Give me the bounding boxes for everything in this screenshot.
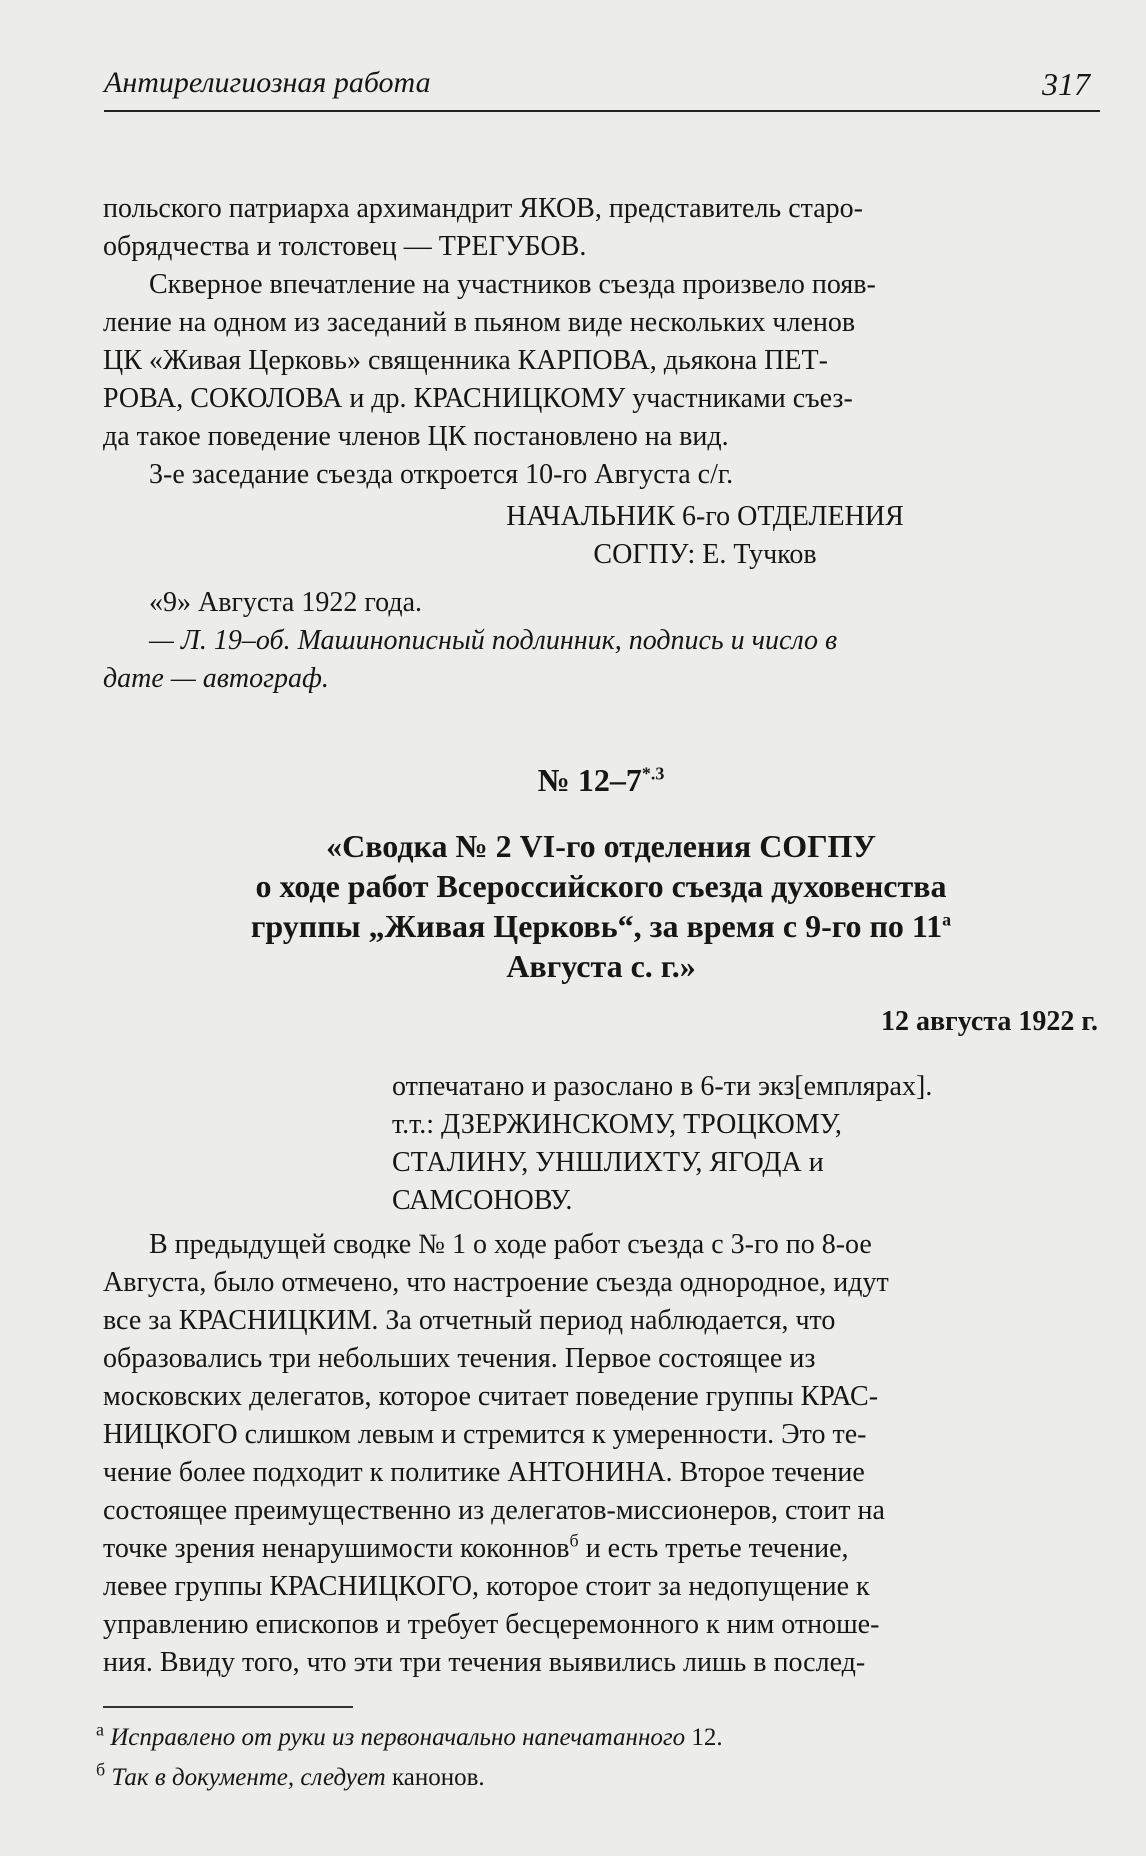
text-line: да такое поведение членов ЦК постановлено на вид. xyxy=(103,421,729,452)
text-line: НИЦКОГО слишком левым и стремится к умеренности. Это те- xyxy=(103,1419,867,1450)
distribution-line: отпечатано и разослано в 6-ти экз[емплярах]. xyxy=(392,1071,933,1102)
title-line: группы „Живая Церковь“, за время с 9-го по $11^а$ xyxy=(250,908,952,944)
distribution-line: САМСОНОВУ. xyxy=(392,1185,573,1216)
text-line: состоящее преимущественно из делегатов-миссионеров, стоит на xyxy=(103,1495,885,1526)
footnote-text-plain: канонов. xyxy=(385,1764,485,1791)
text-line: 3-е заседание съезда откроется 10-го Августа с/г. xyxy=(149,459,734,490)
text-line: чение более подходит к политике АНТОНИНА. Второе течение xyxy=(103,1457,865,1488)
text-line: РОВА, СОКОЛОВА и др. КРАСНИЦКОМУ участниками съез- xyxy=(103,383,853,414)
text-line: Августа, было отмечено, что настроение съезда однородное, идут xyxy=(103,1267,889,1298)
document-title xyxy=(103,826,1099,986)
title-line: о ходе работ Всероссийского съезда духовенства xyxy=(255,868,947,904)
title-line: Августа с. г.» xyxy=(506,948,696,984)
footnote xyxy=(96,1718,1096,1758)
signature-block xyxy=(425,498,985,574)
footnotes xyxy=(96,1718,1096,1798)
text-line: левее группы КРАСНИЦКОГО, которое стоит за недопущение к xyxy=(103,1571,870,1602)
title-line: «Сводка № 2 VI-го отделения СОГПУ xyxy=(326,828,876,864)
document-number: № $12-7^{*.3}$ xyxy=(537,762,665,798)
text-line: В предыдущей сводке № 1 о ходе работ съезда с 3-го по 8-ое xyxy=(149,1229,872,1260)
footnote-text: Исправлено от руки из первоначально напечатанного xyxy=(110,1724,686,1751)
text-line: ление на одном из заседаний в пьяном виде нескольких членов xyxy=(103,307,856,338)
footnote-text-plain: 12. xyxy=(685,1724,723,1751)
archival-note-line: дате — автограф. xyxy=(103,663,329,694)
footnote-text: Так в документе, следует xyxy=(111,1764,386,1791)
archival-note-line: — Л. 19–об. Машинописный подлинник, подпись и число в xyxy=(149,625,838,656)
footnote-mark: б xyxy=(96,1759,106,1780)
date-and-archival xyxy=(103,584,1099,698)
text-line: образовались три небольших течения. Первое состоящее из xyxy=(103,1343,816,1374)
text-line: Скверное впечатление на участников съезда произвело появ- xyxy=(149,269,876,300)
text-line: польского патриарха архимандрит ЯКОВ, представитель старо- xyxy=(103,193,863,224)
text-line: московских делегатов, которое считает поведение группы КРАС- xyxy=(103,1381,879,1412)
text-line: точке зрения ненарушимости коконнов$^б$ и есть третье течение, xyxy=(103,1530,849,1564)
document-number-sup: *.3 xyxy=(641,763,665,784)
date-line: «9» Августа 1922 года. xyxy=(149,587,423,618)
text-line: ЦК «Живая Церковь» священника КАРПОВА, дьякона ПЕТ- xyxy=(103,345,828,376)
running-title: Антирелигиозная работа xyxy=(104,66,431,99)
footnote-ref: б xyxy=(569,1530,579,1551)
text-line: управлению епископов и требует бесцеремонного к ним отноше- xyxy=(103,1609,880,1640)
distribution-line: СТАЛИНУ, УНШЛИХТУ, ЯГОДА и xyxy=(392,1147,824,1178)
page-number: 317 xyxy=(1042,66,1090,102)
running-header xyxy=(104,64,1100,112)
text-line: все за КРАСНИЦКИМ. За отчетный период наблюдается, что xyxy=(103,1305,836,1336)
footnote xyxy=(96,1758,1096,1798)
distribution-list xyxy=(392,1068,1092,1220)
signature-title: НАЧАЛЬНИК 6-го ОТДЕЛЕНИЯ xyxy=(506,501,904,532)
footnote-mark: а xyxy=(96,1719,104,1740)
distribution-line: т.т.: ДЗЕРЖИНСКОМУ, ТРОЦКОМУ, xyxy=(392,1109,842,1140)
text-line: обрядчества и толстовец — ТРЕГУБОВ. xyxy=(103,231,587,262)
top-text-block xyxy=(103,190,1099,494)
text-line: ния. Ввиду того, что эти три течения выявились лишь в послед- xyxy=(103,1647,866,1678)
document-date: 12 августа 1922 г. xyxy=(880,1006,1098,1037)
footnote-ref: а xyxy=(942,909,952,930)
signature-name: СОГПУ: Е. Тучков xyxy=(593,539,817,570)
footnote-divider xyxy=(103,1706,353,1708)
main-text xyxy=(103,1226,1099,1682)
